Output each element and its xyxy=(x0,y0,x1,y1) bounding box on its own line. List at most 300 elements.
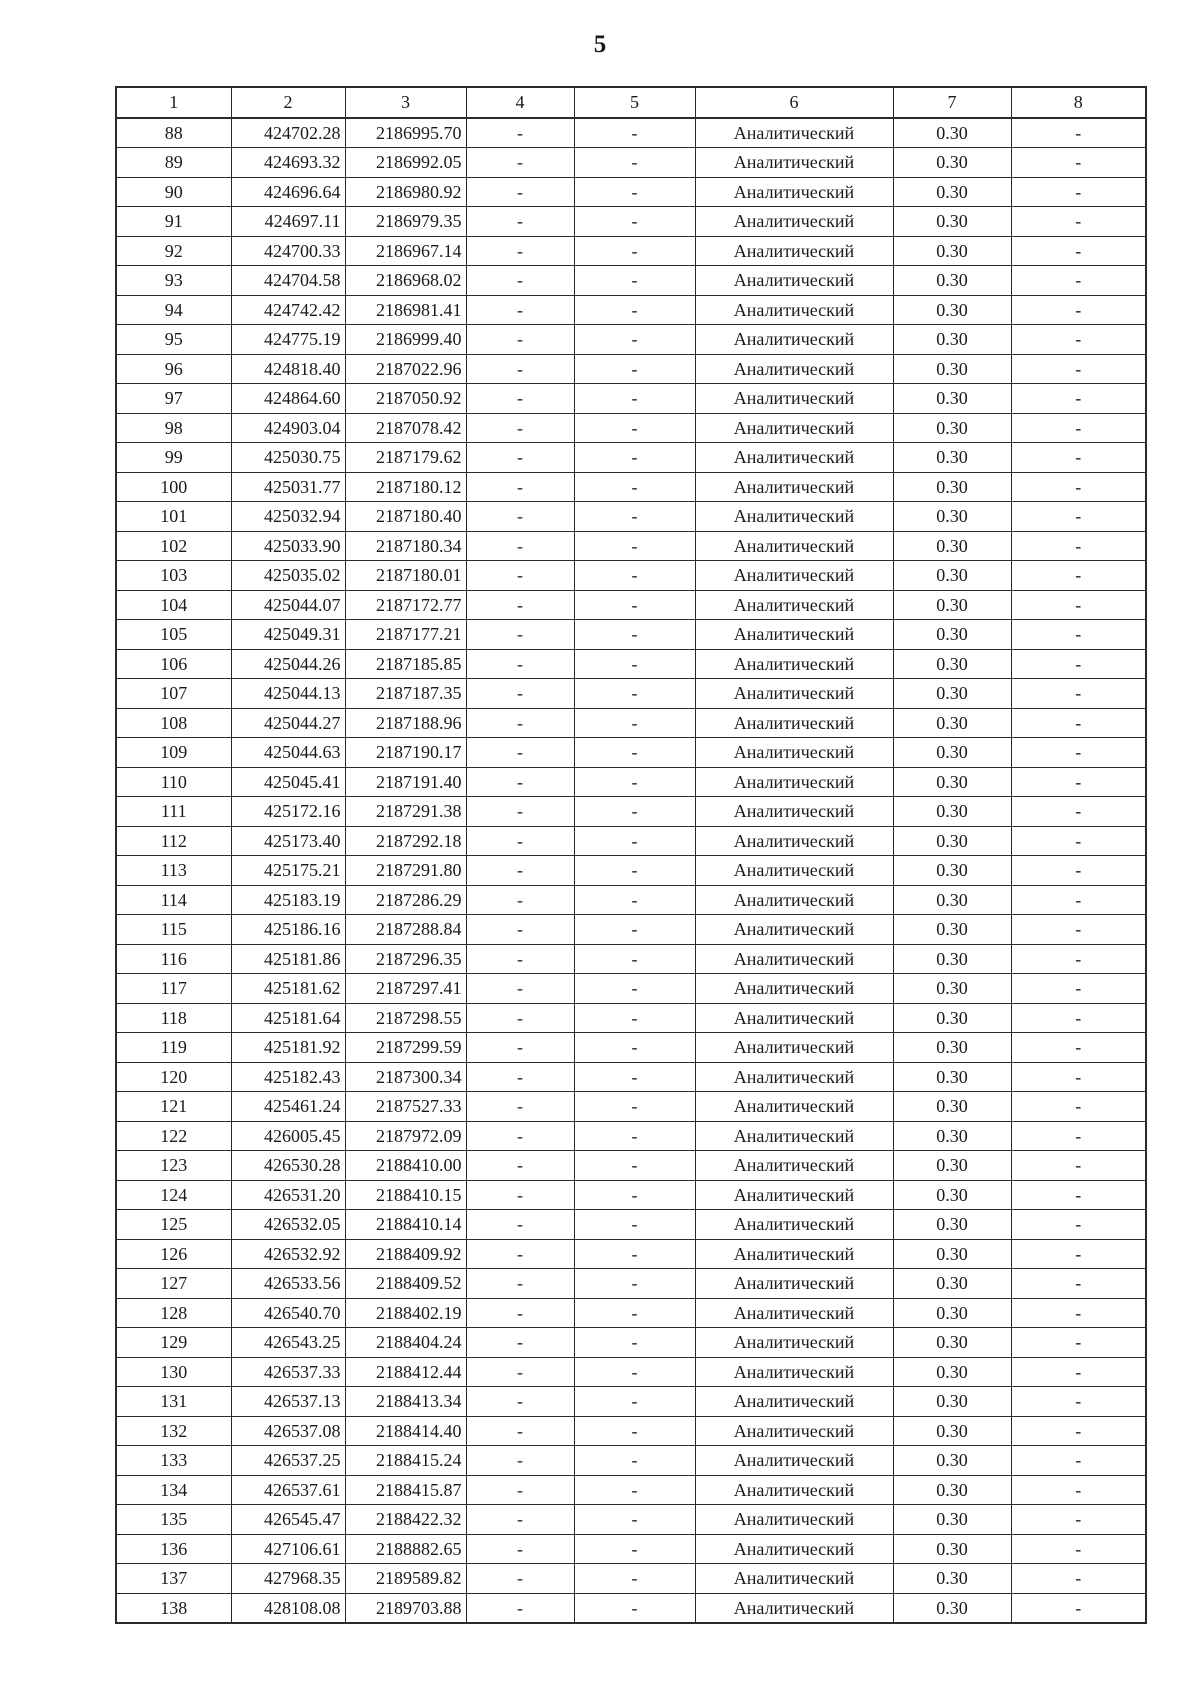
x-coordinate-cell: 426545.47 xyxy=(231,1505,345,1535)
y-coordinate-cell: 2188409.92 xyxy=(345,1239,466,1269)
point-number-cell: 122 xyxy=(116,1121,231,1151)
y-coordinate-cell: 2187179.62 xyxy=(345,443,466,473)
col4-cell: - xyxy=(466,148,574,178)
x-coordinate-cell: 425175.21 xyxy=(231,856,345,886)
col4-cell: - xyxy=(466,561,574,591)
table-row xyxy=(116,1357,1146,1387)
table-row xyxy=(116,236,1146,266)
y-coordinate-cell: 2187172.77 xyxy=(345,590,466,620)
col5-cell: - xyxy=(574,384,695,414)
table-row xyxy=(116,1239,1146,1269)
point-number-cell: 106 xyxy=(116,649,231,679)
y-coordinate-cell: 2188410.14 xyxy=(345,1210,466,1240)
x-coordinate-cell: 426543.25 xyxy=(231,1328,345,1358)
point-number-cell: 113 xyxy=(116,856,231,886)
method-cell: Аналитический xyxy=(695,649,893,679)
y-coordinate-cell: 2188415.24 xyxy=(345,1446,466,1476)
col8-cell: - xyxy=(1011,1033,1146,1063)
accuracy-cell: 0.30 xyxy=(893,1534,1011,1564)
col4-cell: - xyxy=(466,413,574,443)
table-row xyxy=(116,1534,1146,1564)
col5-cell: - xyxy=(574,620,695,650)
point-number-cell: 108 xyxy=(116,708,231,738)
accuracy-cell: 0.30 xyxy=(893,1505,1011,1535)
table-row xyxy=(116,649,1146,679)
table-row xyxy=(116,620,1146,650)
col8-cell: - xyxy=(1011,148,1146,178)
method-cell: Аналитический xyxy=(695,738,893,768)
table-row xyxy=(116,1062,1146,1092)
col5-cell: - xyxy=(574,797,695,827)
col5-cell: - xyxy=(574,1564,695,1594)
point-number-cell: 131 xyxy=(116,1387,231,1417)
point-number-cell: 101 xyxy=(116,502,231,532)
col4-cell: - xyxy=(466,1180,574,1210)
col8-cell: - xyxy=(1011,738,1146,768)
x-coordinate-cell: 425030.75 xyxy=(231,443,345,473)
column-header: 4 xyxy=(466,87,574,118)
y-coordinate-cell: 2188409.52 xyxy=(345,1269,466,1299)
point-number-cell: 119 xyxy=(116,1033,231,1063)
col8-cell: - xyxy=(1011,1505,1146,1535)
x-coordinate-cell: 426530.28 xyxy=(231,1151,345,1181)
method-cell: Аналитический xyxy=(695,1564,893,1594)
method-cell: Аналитический xyxy=(695,620,893,650)
point-number-cell: 93 xyxy=(116,266,231,296)
col4-cell: - xyxy=(466,1387,574,1417)
point-number-cell: 116 xyxy=(116,944,231,974)
y-coordinate-cell: 2188413.34 xyxy=(345,1387,466,1417)
x-coordinate-cell: 425045.41 xyxy=(231,767,345,797)
point-number-cell: 128 xyxy=(116,1298,231,1328)
table-row xyxy=(116,413,1146,443)
x-coordinate-cell: 424818.40 xyxy=(231,354,345,384)
col8-cell: - xyxy=(1011,944,1146,974)
method-cell: Аналитический xyxy=(695,561,893,591)
col4-cell: - xyxy=(466,679,574,709)
col5-cell: - xyxy=(574,885,695,915)
table-row xyxy=(116,1121,1146,1151)
y-coordinate-cell: 2188412.44 xyxy=(345,1357,466,1387)
col8-cell: - xyxy=(1011,1534,1146,1564)
col5-cell: - xyxy=(574,1446,695,1476)
method-cell: Аналитический xyxy=(695,1505,893,1535)
table-row xyxy=(116,502,1146,532)
x-coordinate-cell: 426005.45 xyxy=(231,1121,345,1151)
col4-cell: - xyxy=(466,1269,574,1299)
col8-cell: - xyxy=(1011,384,1146,414)
method-cell: Аналитический xyxy=(695,679,893,709)
x-coordinate-cell: 428108.08 xyxy=(231,1593,345,1623)
col5-cell: - xyxy=(574,502,695,532)
accuracy-cell: 0.30 xyxy=(893,1357,1011,1387)
point-number-cell: 105 xyxy=(116,620,231,650)
point-number-cell: 120 xyxy=(116,1062,231,1092)
col5-cell: - xyxy=(574,1387,695,1417)
method-cell: Аналитический xyxy=(695,797,893,827)
x-coordinate-cell: 425173.40 xyxy=(231,826,345,856)
y-coordinate-cell: 2187291.80 xyxy=(345,856,466,886)
method-cell: Аналитический xyxy=(695,295,893,325)
point-number-cell: 112 xyxy=(116,826,231,856)
col5-cell: - xyxy=(574,1003,695,1033)
table-row xyxy=(116,1564,1146,1594)
x-coordinate-cell: 426537.33 xyxy=(231,1357,345,1387)
table-row xyxy=(116,384,1146,414)
col8-cell: - xyxy=(1011,1328,1146,1358)
page-number: 5 xyxy=(593,31,607,58)
y-coordinate-cell: 2187292.18 xyxy=(345,826,466,856)
col8-cell: - xyxy=(1011,1298,1146,1328)
table-row xyxy=(116,856,1146,886)
point-number-cell: 109 xyxy=(116,738,231,768)
col5-cell: - xyxy=(574,944,695,974)
col5-cell: - xyxy=(574,1328,695,1358)
accuracy-cell: 0.30 xyxy=(893,1062,1011,1092)
y-coordinate-cell: 2188404.24 xyxy=(345,1328,466,1358)
y-coordinate-cell: 2187190.17 xyxy=(345,738,466,768)
x-coordinate-cell: 425044.13 xyxy=(231,679,345,709)
point-number-cell: 89 xyxy=(116,148,231,178)
table-row xyxy=(116,1033,1146,1063)
col8-cell: - xyxy=(1011,1210,1146,1240)
col5-cell: - xyxy=(574,1210,695,1240)
table-row xyxy=(116,561,1146,591)
col8-cell: - xyxy=(1011,620,1146,650)
y-coordinate-cell: 2186999.40 xyxy=(345,325,466,355)
col4-cell: - xyxy=(466,708,574,738)
method-cell: Аналитический xyxy=(695,266,893,296)
x-coordinate-cell: 424864.60 xyxy=(231,384,345,414)
table-row xyxy=(116,1328,1146,1358)
x-coordinate-cell: 426531.20 xyxy=(231,1180,345,1210)
table-row xyxy=(116,177,1146,207)
method-cell: Аналитический xyxy=(695,472,893,502)
accuracy-cell: 0.30 xyxy=(893,561,1011,591)
col4-cell: - xyxy=(466,1003,574,1033)
col8-cell: - xyxy=(1011,1121,1146,1151)
point-number-cell: 90 xyxy=(116,177,231,207)
col8-cell: - xyxy=(1011,266,1146,296)
col5-cell: - xyxy=(574,1475,695,1505)
method-cell: Аналитический xyxy=(695,590,893,620)
x-coordinate-cell: 424775.19 xyxy=(231,325,345,355)
x-coordinate-cell: 424704.58 xyxy=(231,266,345,296)
accuracy-cell: 0.30 xyxy=(893,885,1011,915)
x-coordinate-cell: 425183.19 xyxy=(231,885,345,915)
table-row xyxy=(116,354,1146,384)
x-coordinate-cell: 425044.27 xyxy=(231,708,345,738)
x-coordinate-cell: 424697.11 xyxy=(231,207,345,237)
table-row xyxy=(116,1151,1146,1181)
col8-cell: - xyxy=(1011,826,1146,856)
x-coordinate-cell: 425044.07 xyxy=(231,590,345,620)
accuracy-cell: 0.30 xyxy=(893,531,1011,561)
col4-cell: - xyxy=(466,1210,574,1240)
table-row xyxy=(116,767,1146,797)
table-row xyxy=(116,443,1146,473)
table-body xyxy=(116,118,1146,1624)
point-number-cell: 88 xyxy=(116,118,231,148)
point-number-cell: 100 xyxy=(116,472,231,502)
y-coordinate-cell: 2187022.96 xyxy=(345,354,466,384)
col5-cell: - xyxy=(574,1505,695,1535)
accuracy-cell: 0.30 xyxy=(893,620,1011,650)
col8-cell: - xyxy=(1011,207,1146,237)
col5-cell: - xyxy=(574,826,695,856)
table-row xyxy=(116,266,1146,296)
table-row xyxy=(116,679,1146,709)
x-coordinate-cell: 425044.63 xyxy=(231,738,345,768)
col8-cell: - xyxy=(1011,295,1146,325)
col8-cell: - xyxy=(1011,856,1146,886)
y-coordinate-cell: 2187050.92 xyxy=(345,384,466,414)
accuracy-cell: 0.30 xyxy=(893,236,1011,266)
col5-cell: - xyxy=(574,915,695,945)
col5-cell: - xyxy=(574,974,695,1004)
y-coordinate-cell: 2189589.82 xyxy=(345,1564,466,1594)
x-coordinate-cell: 426537.25 xyxy=(231,1446,345,1476)
col5-cell: - xyxy=(574,354,695,384)
x-coordinate-cell: 425049.31 xyxy=(231,620,345,650)
col8-cell: - xyxy=(1011,590,1146,620)
col4-cell: - xyxy=(466,974,574,1004)
x-coordinate-cell: 424696.64 xyxy=(231,177,345,207)
accuracy-cell: 0.30 xyxy=(893,649,1011,679)
x-coordinate-cell: 425031.77 xyxy=(231,472,345,502)
x-coordinate-cell: 427968.35 xyxy=(231,1564,345,1594)
method-cell: Аналитический xyxy=(695,974,893,1004)
col8-cell: - xyxy=(1011,885,1146,915)
header-row xyxy=(116,87,1146,118)
method-cell: Аналитический xyxy=(695,1446,893,1476)
method-cell: Аналитический xyxy=(695,944,893,974)
col8-cell: - xyxy=(1011,531,1146,561)
accuracy-cell: 0.30 xyxy=(893,1475,1011,1505)
table-row xyxy=(116,1210,1146,1240)
table-row xyxy=(116,590,1146,620)
x-coordinate-cell: 426537.61 xyxy=(231,1475,345,1505)
col8-cell: - xyxy=(1011,1180,1146,1210)
col4-cell: - xyxy=(466,295,574,325)
point-number-cell: 97 xyxy=(116,384,231,414)
col8-cell: - xyxy=(1011,1446,1146,1476)
accuracy-cell: 0.30 xyxy=(893,207,1011,237)
col5-cell: - xyxy=(574,590,695,620)
y-coordinate-cell: 2188410.15 xyxy=(345,1180,466,1210)
method-cell: Аналитический xyxy=(695,1298,893,1328)
accuracy-cell: 0.30 xyxy=(893,1239,1011,1269)
col4-cell: - xyxy=(466,797,574,827)
accuracy-cell: 0.30 xyxy=(893,679,1011,709)
point-number-cell: 104 xyxy=(116,590,231,620)
point-number-cell: 99 xyxy=(116,443,231,473)
table-row xyxy=(116,1092,1146,1122)
y-coordinate-cell: 2187185.85 xyxy=(345,649,466,679)
table-row xyxy=(116,531,1146,561)
table-row xyxy=(116,1180,1146,1210)
col4-cell: - xyxy=(466,590,574,620)
point-number-cell: 129 xyxy=(116,1328,231,1358)
col8-cell: - xyxy=(1011,1092,1146,1122)
accuracy-cell: 0.30 xyxy=(893,1003,1011,1033)
col5-cell: - xyxy=(574,708,695,738)
col5-cell: - xyxy=(574,177,695,207)
x-coordinate-cell: 426540.70 xyxy=(231,1298,345,1328)
point-number-cell: 132 xyxy=(116,1416,231,1446)
accuracy-cell: 0.30 xyxy=(893,384,1011,414)
method-cell: Аналитический xyxy=(695,1269,893,1299)
accuracy-cell: 0.30 xyxy=(893,797,1011,827)
col4-cell: - xyxy=(466,1593,574,1623)
col4-cell: - xyxy=(466,649,574,679)
col8-cell: - xyxy=(1011,797,1146,827)
col8-cell: - xyxy=(1011,1416,1146,1446)
col4-cell: - xyxy=(466,620,574,650)
col8-cell: - xyxy=(1011,472,1146,502)
col4-cell: - xyxy=(466,1564,574,1594)
col5-cell: - xyxy=(574,443,695,473)
method-cell: Аналитический xyxy=(695,1416,893,1446)
method-cell: Аналитический xyxy=(695,708,893,738)
x-coordinate-cell: 424742.42 xyxy=(231,295,345,325)
method-cell: Аналитический xyxy=(695,1475,893,1505)
col8-cell: - xyxy=(1011,679,1146,709)
method-cell: Аналитический xyxy=(695,177,893,207)
accuracy-cell: 0.30 xyxy=(893,1446,1011,1476)
x-coordinate-cell: 424700.33 xyxy=(231,236,345,266)
col4-cell: - xyxy=(466,767,574,797)
y-coordinate-cell: 2187298.55 xyxy=(345,1003,466,1033)
method-cell: Аналитический xyxy=(695,1092,893,1122)
method-cell: Аналитический xyxy=(695,148,893,178)
col4-cell: - xyxy=(466,1298,574,1328)
col4-cell: - xyxy=(466,1446,574,1476)
y-coordinate-cell: 2189703.88 xyxy=(345,1593,466,1623)
col5-cell: - xyxy=(574,1534,695,1564)
y-coordinate-cell: 2188882.65 xyxy=(345,1534,466,1564)
point-number-cell: 102 xyxy=(116,531,231,561)
col8-cell: - xyxy=(1011,974,1146,1004)
col5-cell: - xyxy=(574,649,695,679)
table-row xyxy=(116,1387,1146,1417)
col4-cell: - xyxy=(466,1534,574,1564)
method-cell: Аналитический xyxy=(695,384,893,414)
col4-cell: - xyxy=(466,266,574,296)
method-cell: Аналитический xyxy=(695,1239,893,1269)
col8-cell: - xyxy=(1011,413,1146,443)
y-coordinate-cell: 2186992.05 xyxy=(345,148,466,178)
table-row xyxy=(116,1298,1146,1328)
accuracy-cell: 0.30 xyxy=(893,1151,1011,1181)
col5-cell: - xyxy=(574,767,695,797)
y-coordinate-cell: 2187078.42 xyxy=(345,413,466,443)
accuracy-cell: 0.30 xyxy=(893,1180,1011,1210)
method-cell: Аналитический xyxy=(695,885,893,915)
col8-cell: - xyxy=(1011,1475,1146,1505)
col4-cell: - xyxy=(466,531,574,561)
col5-cell: - xyxy=(574,1121,695,1151)
y-coordinate-cell: 2187300.34 xyxy=(345,1062,466,1092)
accuracy-cell: 0.30 xyxy=(893,738,1011,768)
x-coordinate-cell: 425181.86 xyxy=(231,944,345,974)
point-number-cell: 110 xyxy=(116,767,231,797)
column-header: 8 xyxy=(1011,87,1146,118)
col4-cell: - xyxy=(466,443,574,473)
table-row xyxy=(116,1475,1146,1505)
point-number-cell: 98 xyxy=(116,413,231,443)
col5-cell: - xyxy=(574,325,695,355)
accuracy-cell: 0.30 xyxy=(893,1121,1011,1151)
accuracy-cell: 0.30 xyxy=(893,354,1011,384)
y-coordinate-cell: 2187180.12 xyxy=(345,472,466,502)
point-number-cell: 114 xyxy=(116,885,231,915)
col8-cell: - xyxy=(1011,1003,1146,1033)
method-cell: Аналитический xyxy=(695,1534,893,1564)
accuracy-cell: 0.30 xyxy=(893,1416,1011,1446)
accuracy-cell: 0.30 xyxy=(893,974,1011,1004)
y-coordinate-cell: 2186981.41 xyxy=(345,295,466,325)
table-row xyxy=(116,1446,1146,1476)
col4-cell: - xyxy=(466,472,574,502)
col5-cell: - xyxy=(574,1269,695,1299)
x-coordinate-cell: 426537.13 xyxy=(231,1387,345,1417)
col5-cell: - xyxy=(574,148,695,178)
table-row xyxy=(116,325,1146,355)
accuracy-cell: 0.30 xyxy=(893,295,1011,325)
col5-cell: - xyxy=(574,207,695,237)
point-number-cell: 125 xyxy=(116,1210,231,1240)
x-coordinate-cell: 425181.92 xyxy=(231,1033,345,1063)
col8-cell: - xyxy=(1011,1357,1146,1387)
column-header: 1 xyxy=(116,87,231,118)
column-header: 3 xyxy=(345,87,466,118)
col8-cell: - xyxy=(1011,1062,1146,1092)
col4-cell: - xyxy=(466,1033,574,1063)
col4-cell: - xyxy=(466,502,574,532)
x-coordinate-cell: 424702.28 xyxy=(231,118,345,148)
accuracy-cell: 0.30 xyxy=(893,443,1011,473)
y-coordinate-cell: 2187187.35 xyxy=(345,679,466,709)
col5-cell: - xyxy=(574,1062,695,1092)
method-cell: Аналитический xyxy=(695,1151,893,1181)
point-number-cell: 127 xyxy=(116,1269,231,1299)
point-number-cell: 130 xyxy=(116,1357,231,1387)
y-coordinate-cell: 2186995.70 xyxy=(345,118,466,148)
y-coordinate-cell: 2187299.59 xyxy=(345,1033,466,1063)
point-number-cell: 123 xyxy=(116,1151,231,1181)
x-coordinate-cell: 425035.02 xyxy=(231,561,345,591)
method-cell: Аналитический xyxy=(695,915,893,945)
col4-cell: - xyxy=(466,1416,574,1446)
col8-cell: - xyxy=(1011,1239,1146,1269)
x-coordinate-cell: 426532.92 xyxy=(231,1239,345,1269)
col8-cell: - xyxy=(1011,236,1146,266)
table-row xyxy=(116,974,1146,1004)
y-coordinate-cell: 2187180.01 xyxy=(345,561,466,591)
y-coordinate-cell: 2187286.29 xyxy=(345,885,466,915)
table-row xyxy=(116,1593,1146,1623)
accuracy-cell: 0.30 xyxy=(893,590,1011,620)
table-row xyxy=(116,826,1146,856)
col8-cell: - xyxy=(1011,561,1146,591)
method-cell: Аналитический xyxy=(695,354,893,384)
accuracy-cell: 0.30 xyxy=(893,915,1011,945)
x-coordinate-cell: 425181.62 xyxy=(231,974,345,1004)
point-number-cell: 124 xyxy=(116,1180,231,1210)
table-row xyxy=(116,207,1146,237)
col4-cell: - xyxy=(466,236,574,266)
